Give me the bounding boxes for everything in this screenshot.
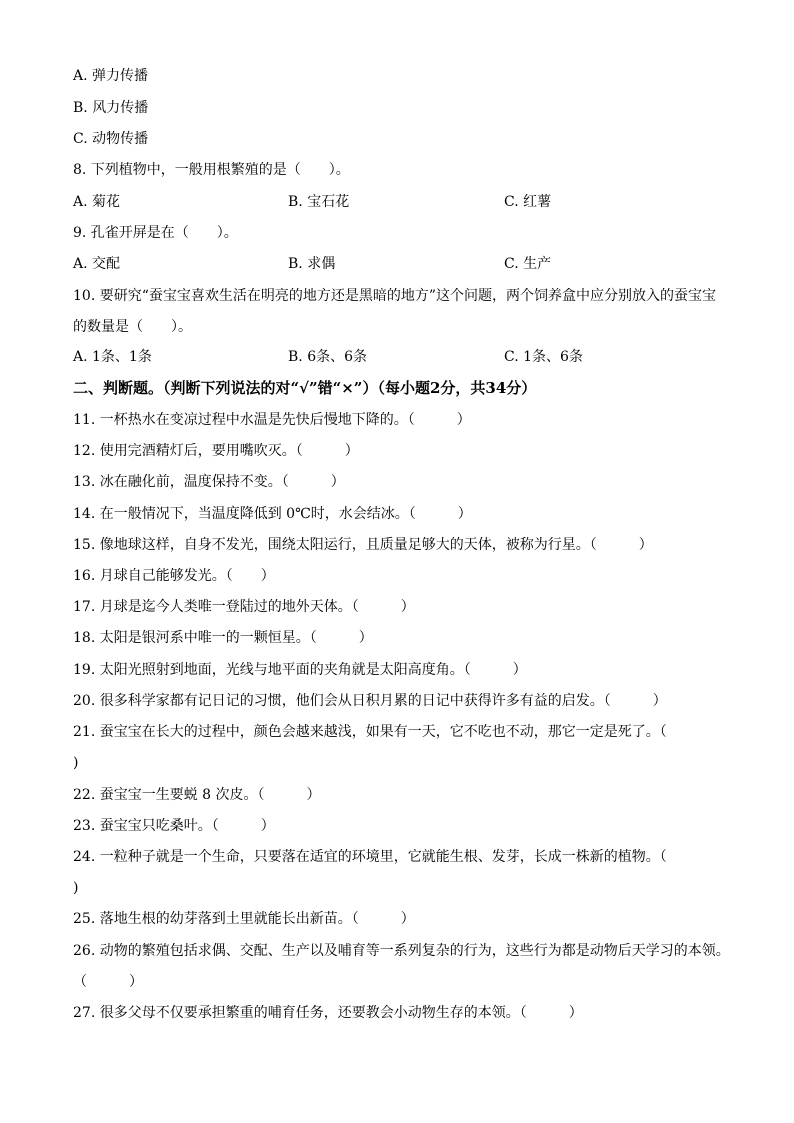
option-10b: B. 6条、6条	[288, 349, 368, 365]
judgment-24-cont: )	[73, 880, 79, 896]
option-7a: A. 弹力传播	[73, 68, 149, 84]
question-9: 9. 孔雀开屏是在（ ）。	[73, 225, 238, 241]
option-8b: B. 宝石花	[288, 194, 350, 210]
option-10a: A. 1条、1条	[73, 349, 152, 365]
judgment-22: 22. 蚕宝宝一生要蜕 8 次皮。（ ）	[73, 787, 321, 803]
question-8: 8. 下列植物中，一般用根繁殖的是（ ）。	[73, 162, 350, 178]
judgment-21: 21. 蚕宝宝在长大的过程中，颜色会越来越浅，如果有一天，它不吃也不动，那它一定是死了。（	[73, 724, 667, 740]
option-9c: C. 生产	[504, 256, 552, 272]
option-7b: B. 风力传播	[73, 100, 149, 116]
section-heading: 二、判断题。（判断下列说法的对“√”错“×”）（每小题2分，共34分）	[73, 379, 537, 397]
judgment-14: 14. 在一般情况下，当温度降低到 0℃时，水会结冰。（ ）	[73, 506, 472, 522]
judgment-23: 23. 蚕宝宝只吃桑叶。（ ）	[73, 818, 275, 834]
judgment-16: 16. 月球自己能够发光。（ ）	[73, 568, 275, 584]
judgment-18: 18. 太阳是银河系中唯一的一颗恒星。（ ）	[73, 630, 373, 646]
judgment-21-cont: )	[73, 755, 79, 771]
judgment-13: 13. 冰在融化前，温度保持不变。（ ）	[73, 474, 345, 490]
option-8c: C. 红薯	[504, 194, 552, 210]
option-7c: C. 动物传播	[73, 131, 149, 147]
judgment-12: 12. 使用完酒精灯后，要用嘴吹灭。（ ）	[73, 443, 359, 459]
question-10-line2: 的数量是（ ）。	[73, 319, 192, 335]
judgment-20: 20. 很多科学家都有记日记的习惯，他们会从日积月累的日记中获得许多有益的启发。（ ）	[73, 693, 667, 709]
option-8a: A. 菊花	[73, 194, 121, 210]
judgment-26: 26. 动物的繁殖包括求偶、交配、生产以及哺育等一系列复杂的行为，这些行为都是动物后天学习的本领。	[73, 943, 730, 959]
judgment-27: 27. 很多父母不仅要承担繁重的哺育任务，还要教会小动物生存的本领。（ ）	[73, 1005, 583, 1021]
judgment-26-cont: （ ）	[73, 974, 143, 990]
question-10-line1: 10. 要研究“蚕宝宝喜欢生活在明亮的地方还是黑暗的地方”这个问题，两个饲养盒中应分别放入的蚕宝宝	[73, 288, 717, 304]
judgment-15: 15. 像地球这样，自身不发光，围绕太阳运行，且质量足够大的天体，被称为行星。（ ）	[73, 537, 653, 553]
option-10c: C. 1条、6条	[504, 349, 583, 365]
judgment-24: 24. 一粒种子就是一个生命，只要落在适宜的环境里，它就能生根、发芽，长成一株新的植物。（	[73, 849, 667, 865]
option-9a: A. 交配	[73, 256, 121, 272]
judgment-11: 11. 一杯热水在变凉过程中水温是先快后慢地下降的。（ ）	[73, 412, 471, 428]
judgment-17: 17. 月球是迄今人类唯一登陆过的地外天体。（ ）	[73, 599, 415, 615]
judgment-25: 25. 落地生根的幼芽落到土里就能长出新苗。（ ）	[73, 911, 415, 927]
option-9b: B. 求偶	[288, 256, 336, 272]
judgment-19: 19. 太阳光照射到地面，光线与地平面的夹角就是太阳高度角。（ ）	[73, 662, 527, 678]
